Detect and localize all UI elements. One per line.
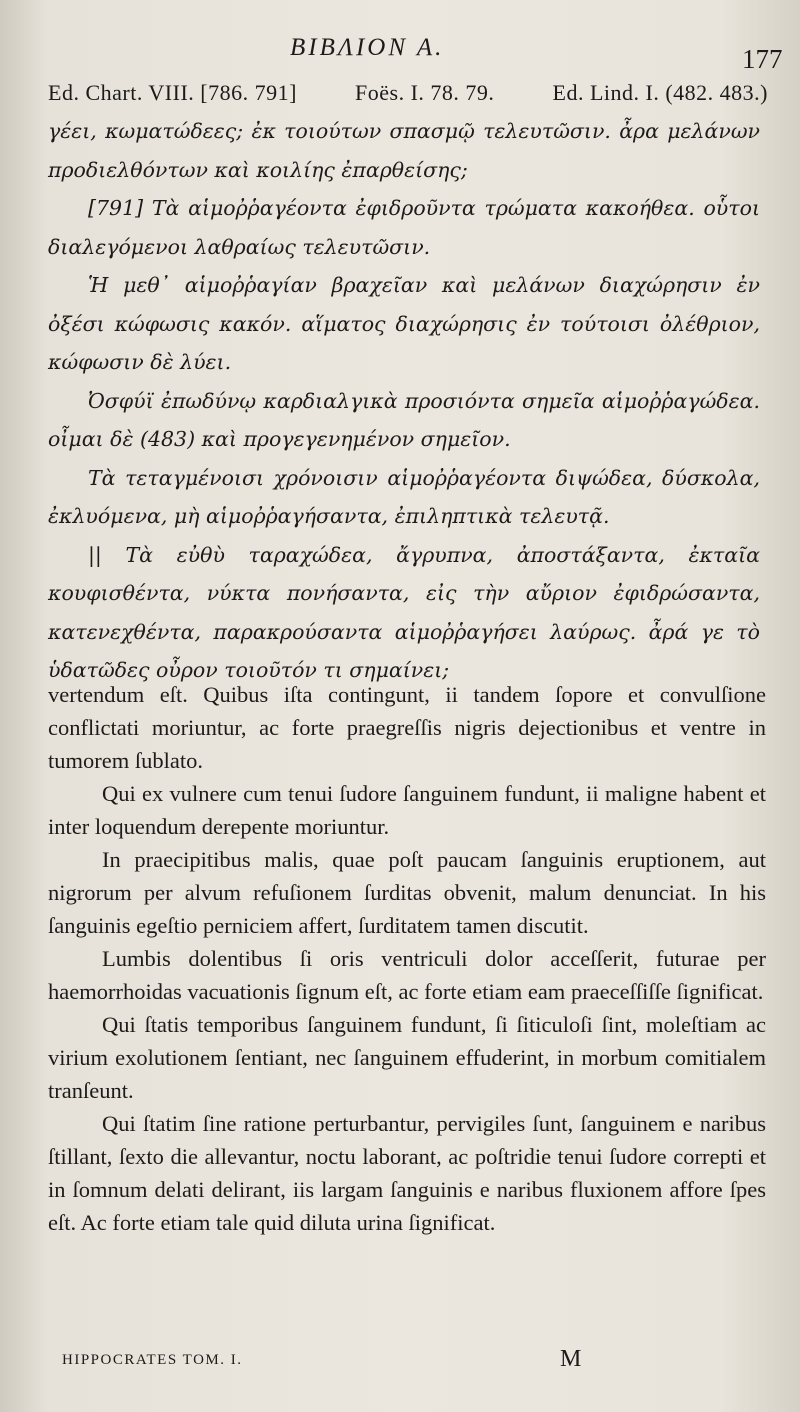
printer-signature: HIPPOCRATES TOM. I. [62,1352,243,1368]
signature-mark: M [560,1346,582,1372]
greek-paragraph: Τὰ τεταγμένοισι χρόνοισιν αἱμοῤῥαγέοντα διψώδεα, δύσκολα, ἐκλυόμενα, μὴ αἱμοῤῥαγήσαντα, ἐπιληπτικὰ τελευτᾷ. [48,465,760,528]
latin-paragraph: In praecipitibus malis, quae poſt paucam ſanguinis eruptionem, aut nigrorum per alvum refuſionem ſurditas obvenit, malum denunciat. In his ſanguinis egeſtio perniciem affert, ſurditatem tamen discutit. [48,847,766,938]
edition-chart-reference: Ed. Chart. VIII. [786. 791] [48,80,297,105]
latin-text-block [48,678,766,1239]
latin-paragraph: Qui ſtatis temporibus ſanguinem fundunt, ſi ſiticuloſi ſint, moleſtiam ac virium exolutionem ſentiant, nec ſanguinem effuderint, in morbum comitialem tranſeunt. [48,1012,766,1103]
running-title: BIBΛΙΟΝ Α. [290,34,445,61]
greek-paragraph: γέει, κωματώδεες; ἐκ τοιούτων σπασμῷ τελευτῶσιν. ἆρα μελάνων προδιελθόντων καὶ κοιλίης ἐπαρθείσης; [48,119,760,182]
page-number: 177 [742,44,783,74]
greek-paragraph: Ὀσφύϊ ἐπωδύνῳ καρδιαλγικὰ προσιόντα σημεῖα αἱμοῤῥαγώδεα. οἶμαι δὲ (483) καὶ προγεγενημένον σημεῖον. [48,388,760,451]
greek-paragraph: Ἡ μεθ᾽ αἱμοῤῥαγίαν βραχεῖαν καὶ μελάνων διαχώρησιν ἐν ὀξέσι κώφωσις κακόν. αἵματος διαχώρησις ἐν τούτοισι ὀλέθριον, κώφωσιν δὲ λύει. [48,273,760,374]
page-footer [62,1346,582,1386]
greek-text-block [48,112,760,690]
edition-foes-reference: Foës. I. 78. 79. [355,80,495,105]
latin-paragraph: Qui ſtatim ſine ratione perturbantur, pervigiles ſunt, ſanguinem e naribus ſtillant, ſexto die allevantur, noctu laborant, ac poſtridie tenui ſudore correpti et in ſomnum delati delirant, iis largam ſanguinis e naribus fluxionem affore ſpes eſt. Ac forte etiam tale quid diluta urina ſignificat. [48,1111,766,1235]
greek-paragraph: || Τὰ εὐθὺ ταραχώδεα, ἄγρυπνα, ἀποστάξαντα, ἐκταῖα κουφισθέντα, νύκτα πονήσαντα, εἰς τὴν αὔριον ἐφιδρώσαντα, κατενεχθέντα, παρακρούσαντα αἱμοῤῥαγήσει λαύρως. ἆρά γε τὸ ὑδατῶδες οὖρον τοιοῦτόν τι σημαίνει; [48,542,760,682]
greek-paragraph: [791] Τὰ αἱμοῤῥαγέοντα ἐφιδροῦντα τρώματα κακοήθεα. οὗτοι διαλεγόμενοι λαθραίως τελευτῶσιν. [48,196,760,259]
latin-paragraph: vertendum eſt. Quibus iſta contingunt, ii tandem ſopore et convulſione conflictati moriuntur, ac forte praegreſſis nigris dejectionibus et ventre in tumorem ſublato. [48,682,766,773]
running-head [0,30,800,74]
latin-paragraph: Lumbis dolentibus ſi oris ventriculi dolor acceſſerit, futurae per haemorrhoidas vacuationis ſignum eſt, ac forte etiam eam praeceſſiſſe ſignificat. [48,946,766,1004]
edition-reference-line [48,80,768,106]
edition-lind-reference: Ed. Lind. I. (482. 483.) [552,80,768,105]
latin-paragraph: Qui ex vulnere cum tenui ſudore ſanguinem fundunt, ii maligne habent et inter loquendum derepente moriuntur. [48,781,766,839]
